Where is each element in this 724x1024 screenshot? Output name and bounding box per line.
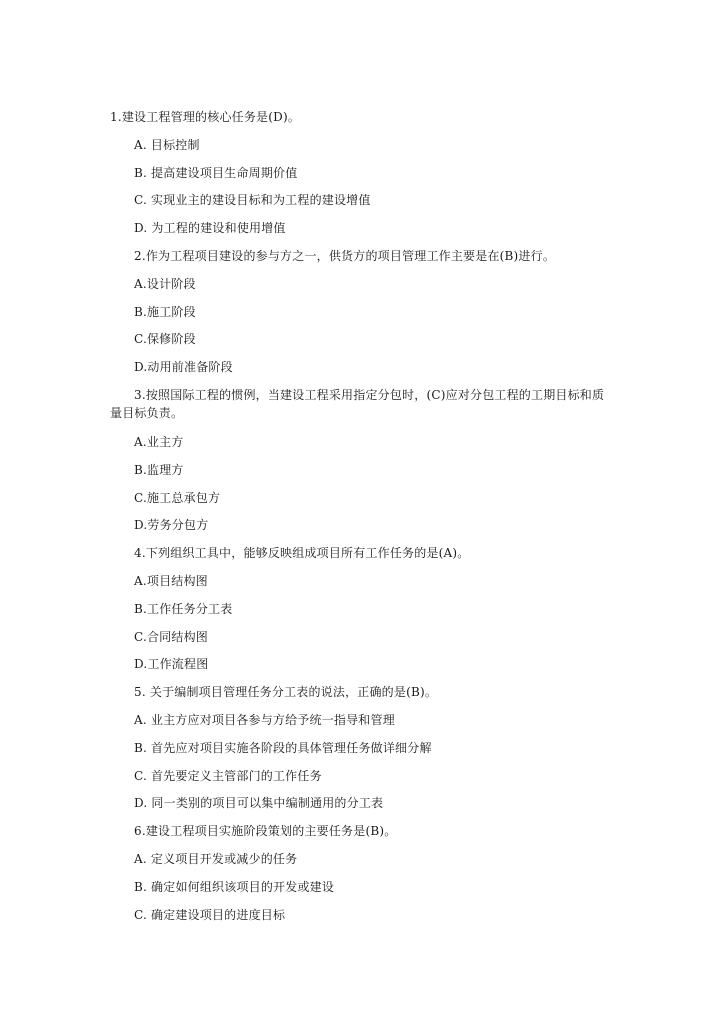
question-5-option-c: C. 首先要定义主管部门的工作任务	[134, 768, 322, 783]
question-6-option-b: B. 确定如何组织该项目的开发或建设	[134, 879, 335, 894]
question-1-option-c: C. 实现业主的建设目标和为工程的建设增值	[134, 193, 371, 208]
question-5-stem: 5. 关于编制项目管理任务分工表的说法，正确的是(B)。	[134, 685, 438, 700]
question-4-option-c: C.合同结构图	[134, 629, 208, 644]
question-1-option-a: A. 目标控制	[134, 137, 200, 152]
question-5-option-a: A. 业主方应对项目各参与方给予统一指导和管理	[134, 712, 395, 727]
question-6-stem: 6.建设工程项目实施阶段策划的主要任务是(B)。	[134, 824, 397, 839]
question-2-option-a: A.设计阶段	[134, 276, 196, 291]
question-5-option-b: B. 首先应对项目实施各阶段的具体管理任务做详细分解	[134, 740, 432, 755]
question-4-option-a: A.项目结构图	[134, 573, 208, 588]
question-1-stem: 1.建设工程管理的核心任务是(D)。	[110, 110, 301, 124]
question-2-option-d: D.动用前准备阶段	[134, 360, 233, 375]
question-4-stem: 4.下列组织工具中，能够反映组成项目所有工作任务的是(A)。	[134, 546, 470, 561]
question-5-option-d: D. 同一类别的项目可以集中编制通用的分工表	[134, 796, 384, 811]
question-2-option-b: B.施工阶段	[134, 304, 196, 319]
question-2-stem: 2.作为工程项目建设的参与方之一，供货方的项目管理工作主要是在(B)进行。	[134, 248, 556, 263]
question-6-option-a: A. 定义项目开发或减少的任务	[134, 851, 298, 866]
question-3-option-d: D.劳务分包方	[134, 518, 209, 533]
question-6-option-c: C. 确定建设项目的进度目标	[134, 907, 286, 922]
question-1-option-b: B. 提高建设项目生命周期价值	[134, 165, 298, 180]
question-4-option-b: B.工作任务分工表	[134, 601, 233, 616]
question-4-option-d: D.工作流程图	[134, 657, 209, 672]
question-2-option-c: C.保修阶段	[134, 332, 196, 347]
question-3-option-c: C.施工总承包方	[134, 490, 221, 505]
question-3-option-b: B.监理方	[134, 462, 184, 477]
question-3-stem: 3.按照国际工程的惯例，当建设工程采用指定分包时，(C)应对分包工程的工期目标和质量目标负责。	[110, 387, 605, 420]
question-1-option-d: D. 为工程的建设和使用增值	[134, 221, 286, 236]
question-list	[110, 108, 615, 933]
question-3-option-a: A.业主方	[134, 434, 184, 449]
